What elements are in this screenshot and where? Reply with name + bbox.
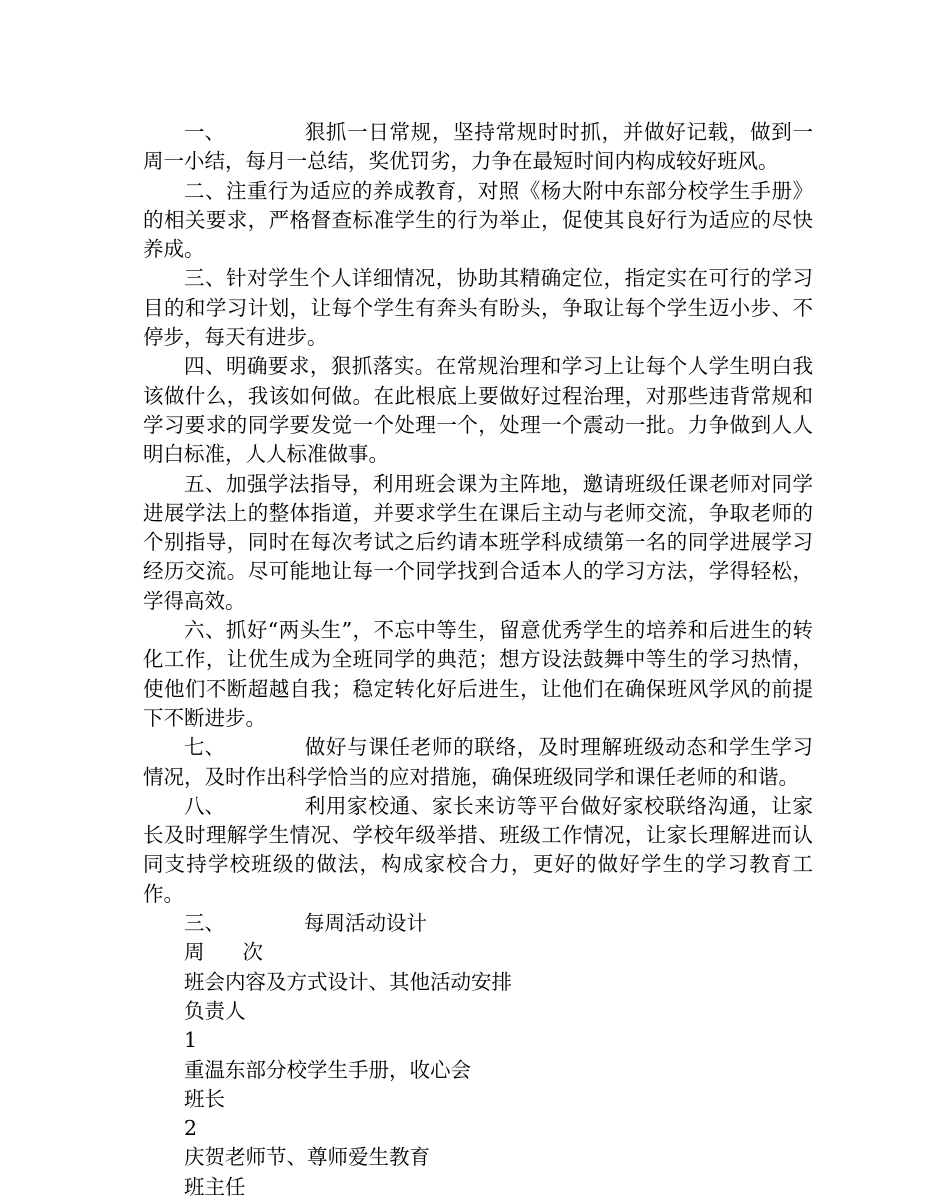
header-week-b: 次 xyxy=(242,940,263,965)
document-body xyxy=(143,118,813,1202)
paragraph-1 xyxy=(143,118,813,177)
paragraph-5 xyxy=(143,470,813,616)
table-row-content: 庆贺老师节、尊师爱生教育 xyxy=(184,1145,430,1170)
paragraph-2 xyxy=(143,177,813,265)
paragraph-text: 六、抓好“两头生”，不忘中等生，留意优秀学生的培养和后进生的转化工作，让优生成为全班同学的典范；想方设法鼓舞中等生的学习热情，使他们不断超越自我；稳定转化好后进生，让他们在确保班风学风的前提下不断进步。 xyxy=(143,618,813,730)
table-row-person: 班长 xyxy=(184,1086,225,1111)
table-row-person: 班主任 xyxy=(184,1174,246,1199)
table-header-content: 班会内容及方式设计、其他活动安排 xyxy=(184,969,512,994)
table-row-week: 2 xyxy=(184,1116,198,1141)
paragraph-text: 五、加强学法指导，利用班会课为主阵地，邀请班级任课老师对同学进展学法上的整体指道，并要求学生在课后主动与老师交流，争取老师的个别指导，同时在每次考试之后约请本班学科成绩第一名的同学进展学习经历交流。尽可能地让每一个同学找到合适本人的学习方法，学得轻松，学得高效。 xyxy=(143,471,813,613)
header-week-a: 周 xyxy=(184,940,205,965)
paragraph-4 xyxy=(143,352,813,469)
paragraph-6 xyxy=(143,616,813,733)
table-row-content: 重温东部分校学生手册，收心会 xyxy=(184,1057,471,1082)
table-row-week: 1 xyxy=(184,1028,198,1053)
paragraph-text: 做好与课任老师的联络，及时理解班级动态和学生学习情况，及时作出科学恰当的应对措施，确保班级同学和课任老师的和谐。 xyxy=(143,735,813,789)
table-header-person: 负责人 xyxy=(184,998,246,1023)
paragraph-text: 二、注重行为适应的养成教育，对照《杨大附中东部分校学生手册》的相关要求，严格督查标准学生的行为举止，促使其良好行为适应的尽快养成。 xyxy=(143,178,813,262)
table-header-week xyxy=(143,938,813,967)
section-heading xyxy=(143,909,813,938)
paragraph-text: 四、明确要求，狠抓落实。在常规治理和学习上让每个人学生明白我该做什么，我该如何做。在此根底上要做好过程治理，对那些违背常规和学习要求的同学要发觉一个处理一个，处理一个震动一批。力争做到人人明白标准，人人标准做事。 xyxy=(143,354,813,467)
paragraph-text: 狠抓一日常规，坚持常规时时抓，并做好记载，做到一周一小结，每月一总结，奖优罚劣，力争在最短时间内构成较好班风。 xyxy=(143,120,813,174)
section-number: 三、 xyxy=(184,911,225,936)
paragraph-text: 利用家校通、家长来访等平台做好家校联络沟通，让家长及时理解学生情况、学校年级举措、班级工作情况，让家长理解进而认同支持学校班级的做法，构成家校合力，更好的做好学生的学习教育工作。 xyxy=(143,793,813,906)
paragraph-8 xyxy=(143,792,813,909)
paragraph-7 xyxy=(143,733,813,792)
paragraph-text: 三、针对学生个人详细情况，协助其精确定位，指定实在可行的学习目的和学习计划，让每个学生有奔头有盼头，争取让每个学生迈小步、不停步，每天有进步。 xyxy=(143,266,813,350)
section-title: 每周活动设计 xyxy=(304,911,427,936)
item-number: 八、 xyxy=(184,793,225,818)
item-number: 七、 xyxy=(184,735,225,760)
paragraph-3 xyxy=(143,264,813,352)
item-number: 一、 xyxy=(184,120,225,144)
